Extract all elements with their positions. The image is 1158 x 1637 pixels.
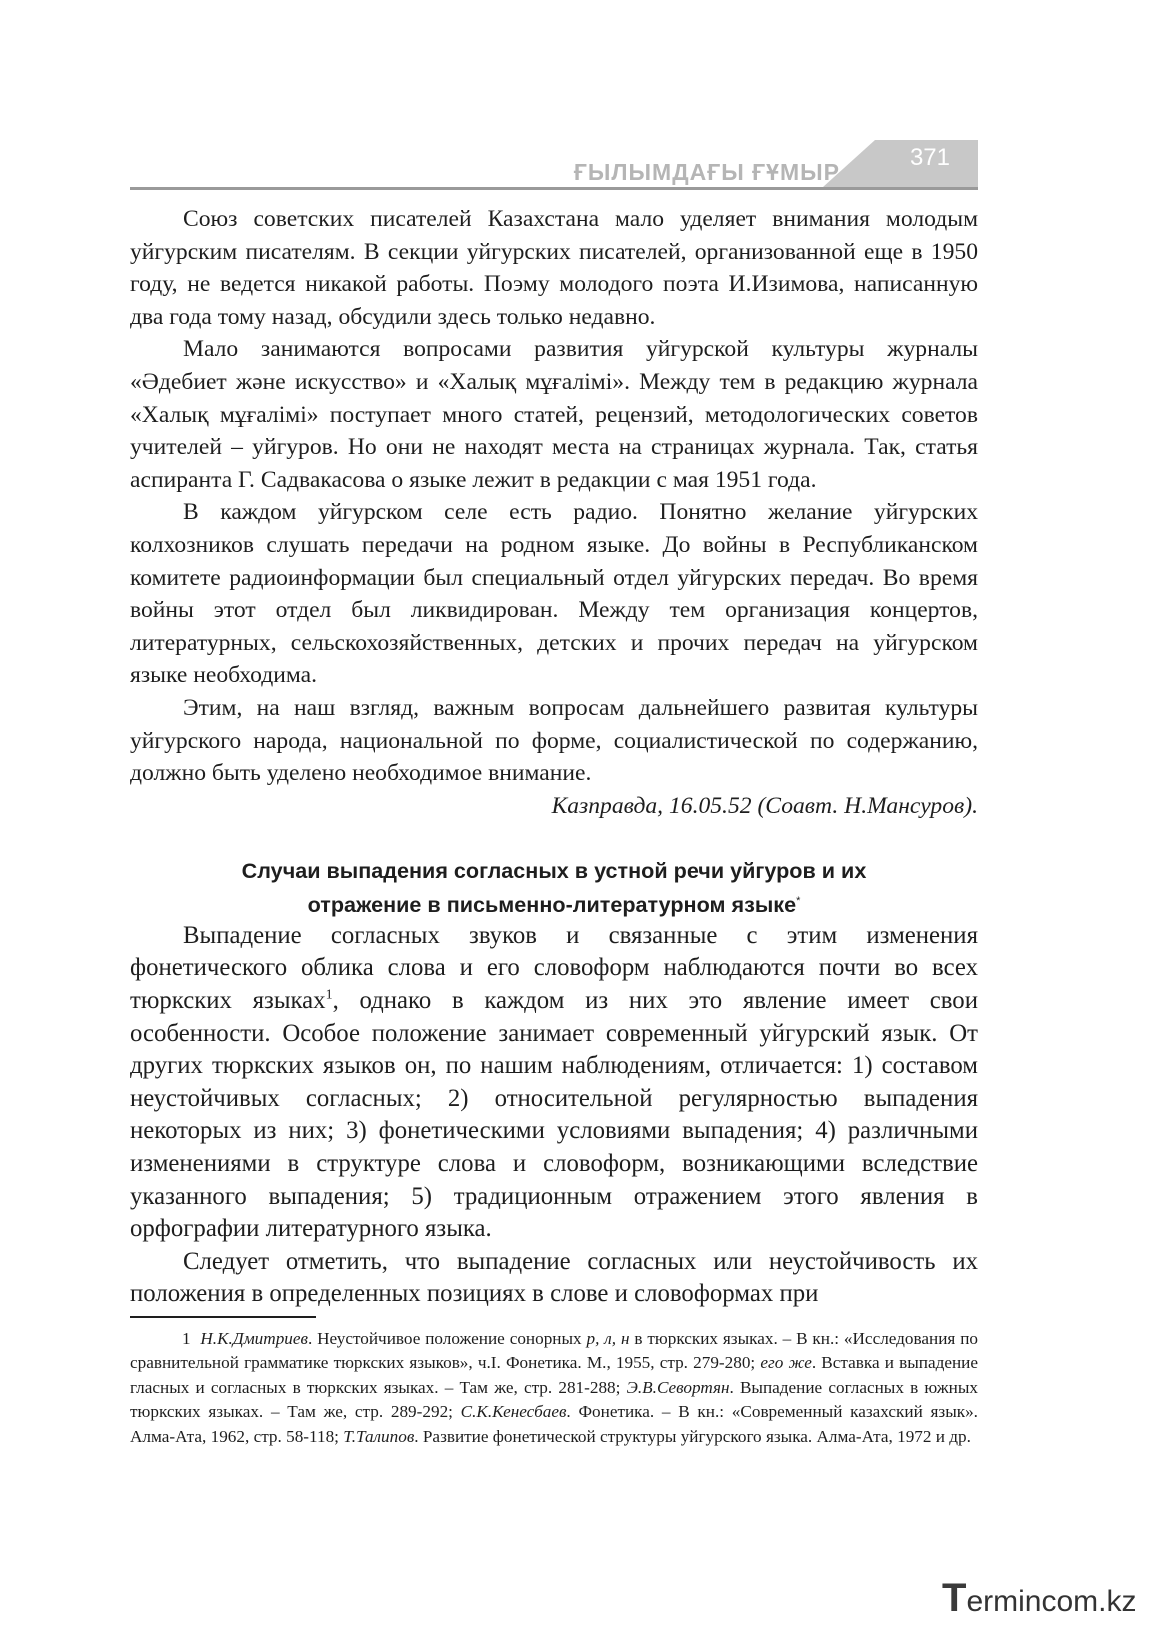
footnote-text: . Фонетика. – В кн.: «Современный казахский язык». Алма-Ата, 1962, стр. 58-118; xyxy=(130,1402,978,1446)
footnote-text: . Выпадение согласных в южных тюркских языках. – Там же, стр. 289-292; xyxy=(130,1377,978,1422)
footnote-text: . Неустойчивое положение сонорных xyxy=(307,1329,587,1348)
running-header xyxy=(130,138,978,190)
footnote-rule xyxy=(130,1316,316,1318)
running-title: ҒЫЛЫМДАҒЫ ҒҰМЫР xyxy=(573,159,840,185)
watermark-text: ermincom.kz xyxy=(966,1585,1137,1618)
paragraph: Мало занимаются вопросами развития уйгурской культуры журналы «Әдебиет және искусство» и «Халық мұғалімі». Между тем в редакцию журнала «Халық мұғалімі» поступает много статей, рецензий, методологических советов учителей – уйгуров. Но они не находят места на страницах журнала. Так, статья аспиранта Г. Садвакасова о языке лежит в редакции с мая 1951 года. xyxy=(130,336,978,493)
paragraph xyxy=(130,920,978,1246)
footnote-text: в тюркских языках. – В кн.: «Исследования по сравнительной грамматике тюркских языков», ч.I. Фонетика. М., 1955, стр. 279-280; xyxy=(130,1329,978,1373)
source-signature: Казправда, 16.05.52 (Соавт. Н.Мансуров). xyxy=(551,792,978,819)
watermark-letter: T xyxy=(942,1576,967,1620)
footnote-author: Э.В.Севортян xyxy=(626,1377,730,1397)
header-corner-shape xyxy=(823,140,978,187)
footnote-reference: 1 xyxy=(325,987,333,1003)
watermark-logo xyxy=(942,1576,1142,1620)
paragraph: Следует отметить, что выпадение согласных или неустойчивость их положения в определенных позициях в слове и словоформах при xyxy=(130,1247,978,1308)
footnote-text: . Развитие фонетической структуры уйгурского языка. Алма-Ата, 1972 и др. xyxy=(414,1426,971,1446)
page-content xyxy=(130,203,978,1449)
page-number: 371 xyxy=(909,144,950,171)
footnote-author: Н.К.Дмитриев xyxy=(200,1329,308,1348)
paragraph: Этим, на наш взгляд, важным вопросам дальнейшего развитая культуры уйгурского народа, национальной по форме, социалистической по содержанию, должно быть уделено необходимое внимание. xyxy=(130,694,978,787)
footnote-italic: р, л, н xyxy=(586,1329,630,1348)
header-rule xyxy=(130,187,978,190)
footnote-number: 1 xyxy=(182,1329,191,1348)
paragraph: Союз советских писателей Казахстана мало уделяет внимания молодым уйгурским писателям. В секции уйгурских писателей, организованной еще в 1950 году, не ведется никакой работы. Поэму молодого поэта И.Изимова, написанную два года тому назад, обсудили здесь только недавно. xyxy=(130,206,978,330)
section-title-mark: * xyxy=(796,894,801,907)
paragraph: В каждом уйгурском селе есть радио. Понятно желание уйгурских колхозников слушать передачи на родном языке. До войны в Республиканском комитете радиоинформации был специальный отдел уйгурских передач. Во время войны этот отдел был ликвидирован. Между тем организация концертов, литературных, сельскохозяйственных, детских и прочих передач на уйгурском языке необходима. xyxy=(130,499,978,689)
paragraph-text: , однако в каждом из них это явление имеет свои особенности. Особое положение занимает современный уйгурский язык. От других тюркских языков он, по нашим наблюдениям, отличается: 1) составом неустойчивых согласных; 2) относительной регулярностью выпадения некоторых из них; 3) фонетическими условиями выпадения; 4) различными изменениями в структуре слова и словоформ, возникающими вследствие указанного выпадения; 5) традиционным отражением этого явления в орфографии литературного языка. xyxy=(130,987,978,1243)
footnote-author: его же xyxy=(760,1353,812,1373)
footnote-author: Т.Талипов xyxy=(343,1426,415,1446)
footnote-text: . Вставка и выпадение гласных и согласных в тюркских языках. – Там же, стр. 281-288; xyxy=(130,1353,978,1397)
section-title-line1: Случаи выпадения согласных в устной речи уйгуров и их xyxy=(241,857,867,883)
section-title xyxy=(130,855,978,920)
footnote xyxy=(130,1327,978,1449)
paragraph-text: Выпадение согласных звуков и связанные с этим изменения фонетического облика слова и его словоформ наблюдаются почти во всех тюркских языках xyxy=(130,921,978,1015)
footnote-author: С.К.Кенесбаев xyxy=(460,1402,567,1422)
section-title-line2: отражение в письменно-литературном языке xyxy=(307,891,797,917)
